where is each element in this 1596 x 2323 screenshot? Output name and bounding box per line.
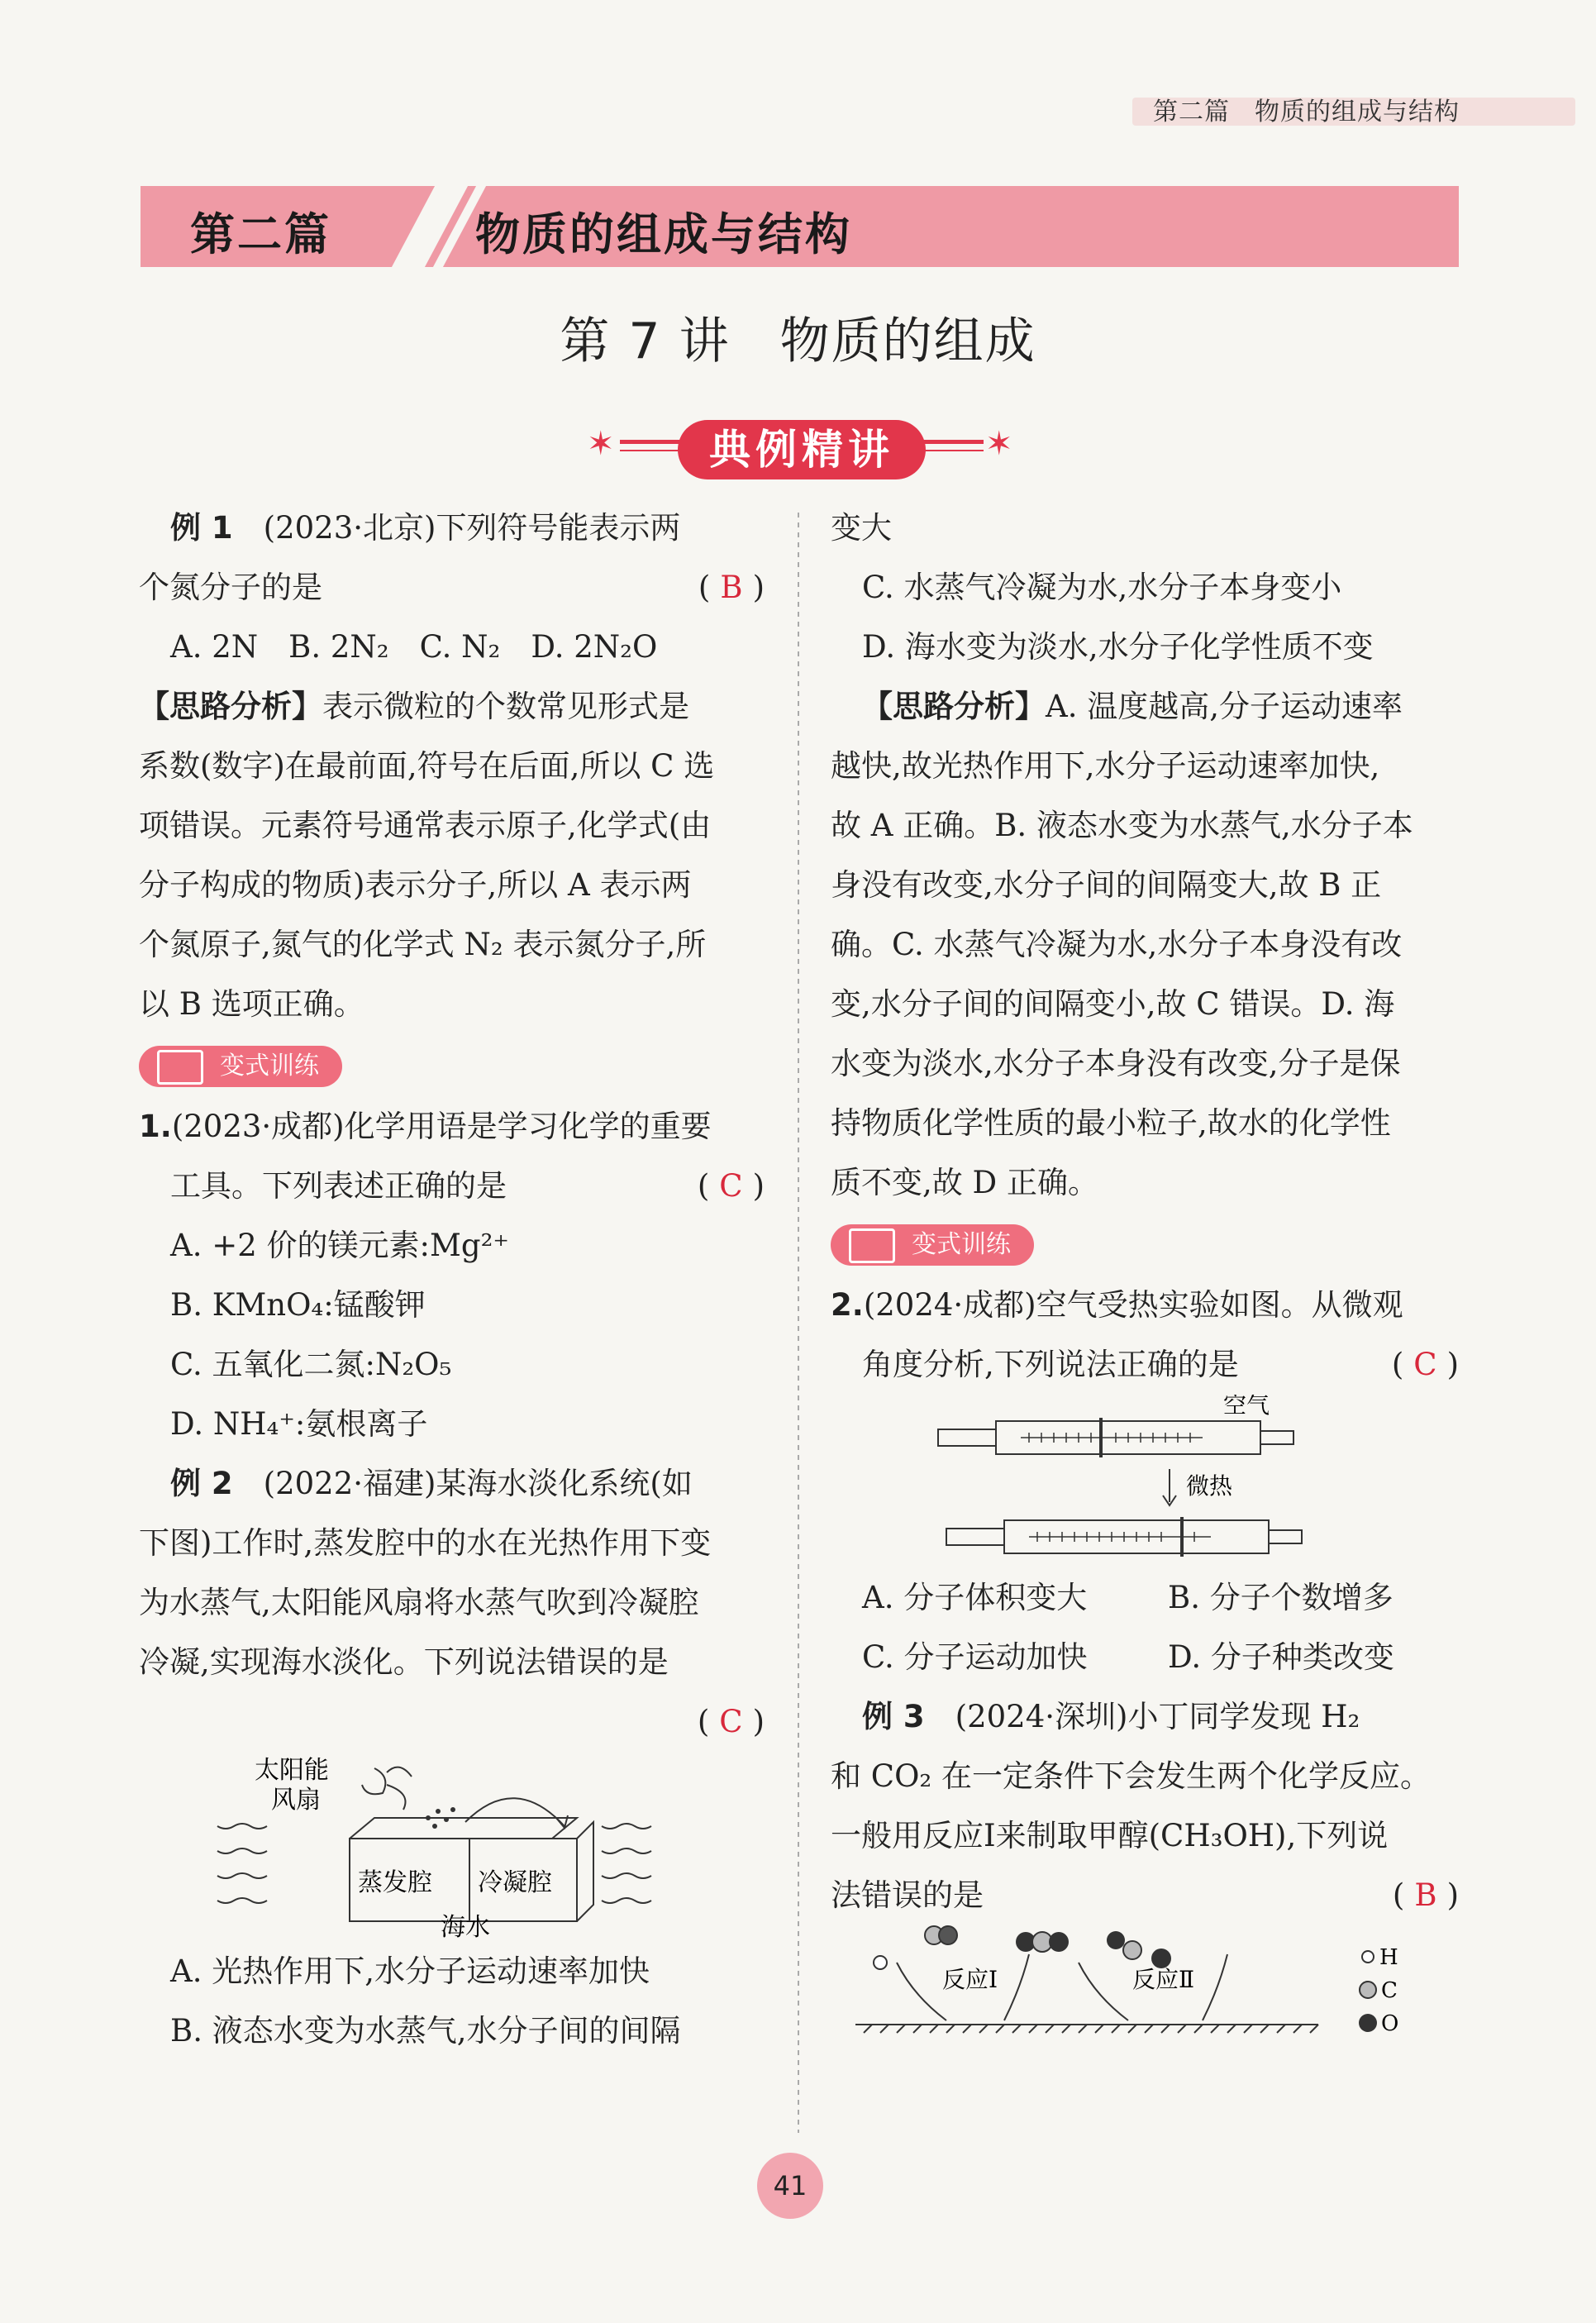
column-divider xyxy=(798,513,799,2133)
section-badge-label: 典例精讲 xyxy=(678,420,926,479)
banner-part: 第二篇 xyxy=(190,208,331,260)
option: A. 2N xyxy=(170,629,259,665)
lecture-number: 第 7 讲 xyxy=(560,312,731,370)
analysis-line: 越快,故光热作用下,水分子运动速率加快, xyxy=(831,748,1380,784)
option: B. 2N₂ xyxy=(288,629,389,665)
example1-options xyxy=(139,618,765,677)
option: C. 五氧化二氮:N₂O₅ xyxy=(170,1347,452,1382)
reaction-2-label: 反应Ⅱ xyxy=(1132,1966,1195,1993)
answer-value: C xyxy=(719,1168,743,1204)
reaction-1-label: 反应Ⅰ xyxy=(942,1966,998,1993)
left-column xyxy=(139,498,765,2061)
option: C. 水蒸气冷凝为水,水分子本身变小 xyxy=(862,570,1342,605)
legend-c: C xyxy=(1381,1978,1398,2003)
option: D. 2N₂O xyxy=(531,629,658,665)
option: D. 海水变为淡水,水分子化学性质不变 xyxy=(862,629,1374,665)
analysis-line: 确。C. 水蒸气冷凝为水,水分子本身没有改 xyxy=(831,927,1403,962)
question-number: 2. xyxy=(831,1287,864,1323)
q1-stem-2 xyxy=(139,1157,765,1216)
question-source: (2023·成都) xyxy=(171,1109,345,1144)
analysis-line: 持物质化学性质的最小粒子,故水的化学性 xyxy=(831,1105,1391,1141)
answer-bracket: ( C ) xyxy=(697,1168,765,1204)
example-stem: 某海水淡化系统(如 xyxy=(436,1466,693,1501)
section-badge xyxy=(587,413,1017,488)
running-header xyxy=(1153,91,1460,127)
star-icon: ✶ xyxy=(985,425,1013,463)
legend-o: O xyxy=(1381,2011,1399,2036)
answer-bracket: ( C ) xyxy=(697,1704,765,1739)
answer-bracket: ( B ) xyxy=(698,570,765,605)
example3-stem-last xyxy=(831,1866,1459,1925)
answer-bracket: ( B ) xyxy=(1392,1877,1459,1913)
example-source: (2023·北京) xyxy=(263,510,436,546)
training-tag-label: 变式训练 xyxy=(912,1230,1011,1259)
answer-value: C xyxy=(719,1704,743,1739)
example-source: (2024·深圳) xyxy=(955,1699,1128,1734)
analysis-line: 质不变,故 D 正确。 xyxy=(831,1165,1098,1200)
example1-stem-2 xyxy=(139,558,765,618)
example-stem: 法错误的是 xyxy=(831,1877,984,1913)
q2-stem xyxy=(831,1276,1459,1335)
q2-options-row2 xyxy=(831,1628,1459,1687)
option: B. 液态水变为水蒸气,水分子间的间隔 xyxy=(170,2013,681,2049)
answer-bracket: ( C ) xyxy=(1391,1347,1459,1382)
option: D. NH₄⁺:氨根离子 xyxy=(170,1406,428,1442)
example-stem: 小丁同学发现 H₂ xyxy=(1127,1699,1360,1734)
training-tag-label: 变式训练 xyxy=(220,1052,319,1080)
reaction-figure xyxy=(831,1925,1459,2041)
analysis-line xyxy=(831,677,1459,737)
question-stem: 工具。下列表述正确的是 xyxy=(170,1168,507,1204)
part-banner xyxy=(141,186,1459,267)
right-column xyxy=(831,498,1459,2041)
heat-label: 微热 xyxy=(1186,1472,1233,1500)
desalination-diagram xyxy=(139,1752,765,1942)
analysis-line: 水变为淡水,水分子本身没有改变,分子是保 xyxy=(831,1046,1401,1081)
example-stem: 为水蒸气,太阳能风扇将水蒸气吹到冷凝腔 xyxy=(139,1585,699,1620)
q2-options-row1 xyxy=(831,1568,1459,1628)
example-stem: 下图)工作时,蒸发腔中的水在光热作用下变 xyxy=(139,1525,712,1561)
question-number: 1. xyxy=(139,1109,172,1144)
option: C. 分子运动加快 xyxy=(862,1639,1088,1675)
fan-icon xyxy=(362,1768,385,1794)
running-header-topic: 物质的组成与结构 xyxy=(1255,98,1460,126)
example1-stem xyxy=(139,498,765,558)
option: B. KMnO₄:锰酸钾 xyxy=(170,1287,426,1323)
star-icon: ✶ xyxy=(587,425,615,463)
analysis-text: 表示微粒的个数常见形式是 xyxy=(322,689,689,724)
example2-stem xyxy=(139,1454,765,1514)
q2-stem-2 xyxy=(831,1335,1459,1395)
analysis-line: 系数(数字)在最前面,符号在后面,所以 C 选 xyxy=(139,748,715,784)
training-tag xyxy=(831,1224,1034,1266)
molecules xyxy=(874,1926,1171,1969)
legend-h: H xyxy=(1379,1945,1398,1970)
desalination-figure xyxy=(139,1752,765,1942)
syringe-figure xyxy=(831,1395,1459,1568)
q1-stem xyxy=(139,1097,765,1157)
analysis-line: 个氮原子,氮气的化学式 N₂ 表示氮分子,所 xyxy=(139,927,707,962)
reaction-diagram xyxy=(831,1925,1459,2041)
condenser-label: 冷凝腔 xyxy=(478,1868,552,1897)
answer-value: B xyxy=(720,570,743,605)
example-stem: 冷凝,实现海水淡化。下列说法错误的是 xyxy=(139,1644,669,1680)
lecture-title xyxy=(0,302,1596,373)
option-continued: 变大 xyxy=(831,510,892,546)
analysis-line: 变,水分子间的间隔变小,故 C 错误。D. 海 xyxy=(831,986,1395,1022)
lecture-name: 物质的组成 xyxy=(779,312,1036,370)
analysis-line: 身没有改变,水分子间的间隔变大,故 B 正 xyxy=(831,867,1382,903)
notebook-icon xyxy=(157,1050,203,1085)
option: A. 光热作用下,水分子运动速率加快 xyxy=(170,1953,650,1989)
training-tag xyxy=(139,1046,342,1087)
answer-value: C xyxy=(1413,1347,1437,1382)
sea-label: 海水 xyxy=(441,1913,490,1942)
example-label: 例 3 xyxy=(862,1699,925,1734)
analysis-line: 故 A 正确。B. 液态水变为水蒸气,水分子本 xyxy=(831,808,1413,843)
analysis-line: 分子构成的物质)表示分子,所以 A 表示两 xyxy=(139,867,692,903)
example-stem: 个氮分子的是 xyxy=(139,570,322,605)
banner-title: 物质的组成与结构 xyxy=(475,208,852,260)
notebook-icon xyxy=(849,1228,895,1263)
option: C. N₂ xyxy=(419,629,501,665)
page-number: 41 xyxy=(757,2153,823,2219)
question-source: (2024·成都) xyxy=(863,1287,1036,1323)
fan-label: 太阳能 xyxy=(255,1756,329,1785)
syringe-diagram xyxy=(831,1395,1459,1568)
example-source: (2022·福建) xyxy=(263,1466,436,1501)
legend xyxy=(1359,1945,1398,2036)
option: B. 分子个数增多 xyxy=(1168,1580,1394,1615)
example3-stem xyxy=(831,1687,1459,1747)
analysis-text: A. 温度越高,分子运动速率 xyxy=(1046,689,1403,724)
example-label: 例 1 xyxy=(170,510,233,546)
analysis-label: 【思路分析】 xyxy=(862,689,1046,724)
question-stem: 空气受热实验如图。从微观 xyxy=(1036,1287,1403,1323)
option: D. 分子种类改变 xyxy=(1168,1639,1394,1675)
option: A. +2 价的镁元素:Mg²⁺ xyxy=(170,1228,509,1263)
analysis-label: 【思路分析】 xyxy=(139,689,322,724)
example-stem: 一般用反应Ⅰ来制取甲醇(CH₃OH),下列说 xyxy=(831,1818,1389,1853)
analysis-line: 项错误。元素符号通常表示原子,化学式(由 xyxy=(139,808,712,843)
analysis-line: 以 B 选项正确。 xyxy=(139,986,364,1022)
answer-value: B xyxy=(1414,1877,1437,1913)
air-label: 空气 xyxy=(1223,1395,1270,1419)
running-header-part: 第二篇 xyxy=(1153,98,1230,126)
question-stem: 角度分析,下列说法正确的是 xyxy=(862,1347,1239,1382)
evaporator-label: 蒸发腔 xyxy=(358,1868,432,1897)
fan-label-2: 风扇 xyxy=(271,1786,321,1815)
example-stem: 下列符号能表示两 xyxy=(436,510,681,546)
example-label: 例 2 xyxy=(170,1466,233,1501)
option: A. 分子体积变大 xyxy=(862,1580,1088,1615)
analysis-line xyxy=(139,677,765,737)
question-stem: 化学用语是学习化学的重要 xyxy=(344,1109,712,1144)
example-stem: 和 CO₂ 在一定条件下会发生两个化学反应。 xyxy=(831,1758,1431,1794)
